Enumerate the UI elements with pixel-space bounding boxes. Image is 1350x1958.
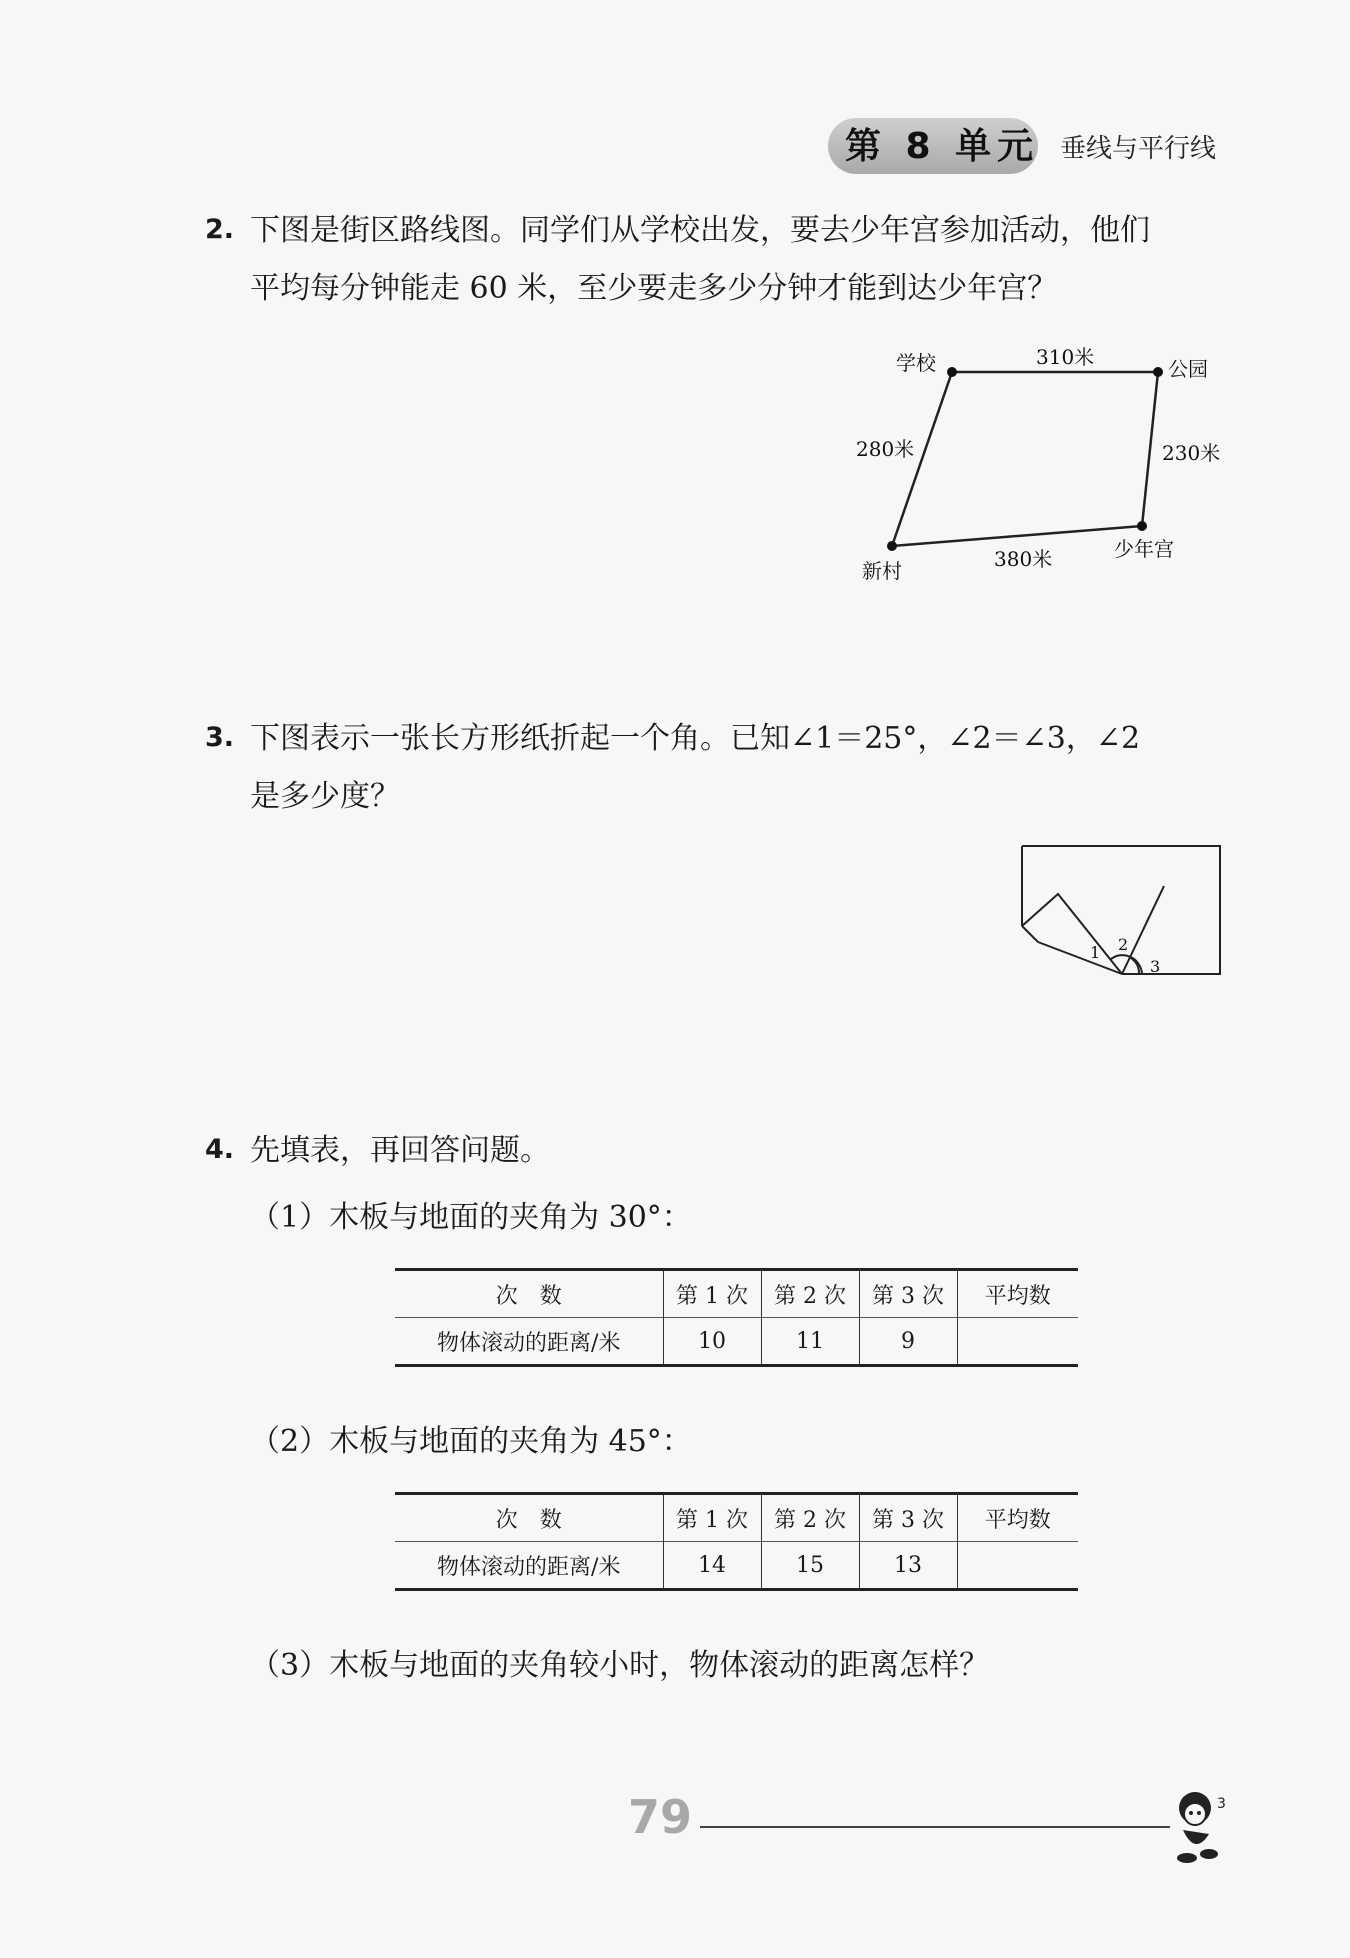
unit-title: 第 8 单元 bbox=[845, 126, 1040, 167]
angle-arc-3b bbox=[1131, 958, 1139, 974]
question-4-number: 4. bbox=[205, 1134, 235, 1165]
angle-label-1: 1 bbox=[1090, 943, 1101, 962]
question-2-line-2: 平均每分钟能走 60 米，至少要走多少分钟才能到达少年宫？ bbox=[250, 271, 1058, 306]
folded-paper-figure bbox=[1010, 838, 1230, 986]
question-3-line-1: 下图表示一张长方形纸折起一个角。已知∠1＝25°，∠2＝∠3，∠2 bbox=[250, 721, 1141, 756]
part-1-label: （1）木板与地面的夹角为 30°： bbox=[250, 1200, 692, 1235]
row-label: 物体滚动的距离/米 bbox=[395, 1318, 663, 1366]
unit-subtitle: 垂线与平行线 bbox=[1060, 134, 1217, 164]
school-label: 学校 bbox=[896, 351, 936, 375]
palace-label: 少年宫 bbox=[1114, 537, 1174, 561]
part-2-label: （2）木板与地面的夹角为 45°： bbox=[250, 1424, 692, 1459]
table-header-row bbox=[395, 1270, 1078, 1318]
svg-text:3: 3 bbox=[1217, 1796, 1226, 1812]
right-distance-label: 230米 bbox=[1162, 441, 1221, 465]
left-distance-label: 280米 bbox=[856, 437, 915, 461]
palace-point bbox=[1137, 521, 1147, 531]
park-point bbox=[1153, 367, 1163, 377]
village-point bbox=[887, 541, 897, 551]
header-cell: 第 2 次 bbox=[761, 1494, 859, 1542]
table-header-row bbox=[395, 1494, 1078, 1542]
header-cell: 平均数 bbox=[957, 1494, 1078, 1542]
header-cell: 第 1 次 bbox=[663, 1494, 761, 1542]
page-number: 79 bbox=[628, 1790, 693, 1844]
average-input-cell[interactable] bbox=[957, 1542, 1078, 1590]
table-angle-30 bbox=[395, 1268, 1078, 1367]
folded-flap bbox=[1022, 894, 1122, 974]
bottom-distance-label: 380米 bbox=[994, 547, 1053, 571]
value-cell: 15 bbox=[761, 1542, 859, 1590]
top-distance-label: 310米 bbox=[1036, 345, 1095, 369]
park-label: 公园 bbox=[1168, 357, 1208, 381]
question-3-number: 3. bbox=[205, 722, 235, 753]
part-3-label: （3）木板与地面的夹角较小时，物体滚动的距离怎样？ bbox=[250, 1648, 990, 1683]
question-3-line-2: 是多少度？ bbox=[250, 779, 400, 814]
village-label: 新村 bbox=[862, 559, 902, 583]
street-map-diagram bbox=[840, 330, 1260, 600]
angle-arc-2 bbox=[1110, 955, 1128, 960]
header-cell: 平均数 bbox=[957, 1270, 1078, 1318]
question-2-number: 2. bbox=[205, 214, 235, 245]
road-park-palace bbox=[1142, 372, 1158, 526]
question-4-intro: 先填表，再回答问题。 bbox=[250, 1133, 550, 1168]
row-label: 物体滚动的距离/米 bbox=[395, 1542, 663, 1590]
header-cell: 第 3 次 bbox=[859, 1270, 957, 1318]
header-cell: 第 3 次 bbox=[859, 1494, 957, 1542]
question-2-line-1: 下图是街区路线图。同学们从学校出发，要去少年宫参加活动，他们 bbox=[250, 213, 1150, 248]
value-cell: 14 bbox=[663, 1542, 761, 1590]
table-angle-45 bbox=[395, 1492, 1078, 1591]
header-cell: 第 2 次 bbox=[761, 1270, 859, 1318]
value-cell: 9 bbox=[859, 1318, 957, 1366]
angle-label-2: 2 bbox=[1118, 935, 1129, 954]
angle-label-3: 3 bbox=[1150, 957, 1161, 976]
header-cell: 第 1 次 bbox=[663, 1270, 761, 1318]
value-cell: 10 bbox=[663, 1318, 761, 1366]
table-row bbox=[395, 1318, 1078, 1366]
average-input-cell[interactable] bbox=[957, 1318, 1078, 1366]
cartoon-mascot-icon bbox=[1165, 1786, 1235, 1866]
school-point bbox=[947, 367, 957, 377]
fold-crease-short bbox=[1022, 926, 1038, 942]
value-cell: 13 bbox=[859, 1542, 957, 1590]
table-row bbox=[395, 1542, 1078, 1590]
footer-rule bbox=[700, 1826, 1170, 1828]
header-cell: 次 数 bbox=[395, 1270, 663, 1318]
value-cell: 11 bbox=[761, 1318, 859, 1366]
road-palace-village bbox=[892, 526, 1142, 546]
header-cell: 次 数 bbox=[395, 1494, 663, 1542]
